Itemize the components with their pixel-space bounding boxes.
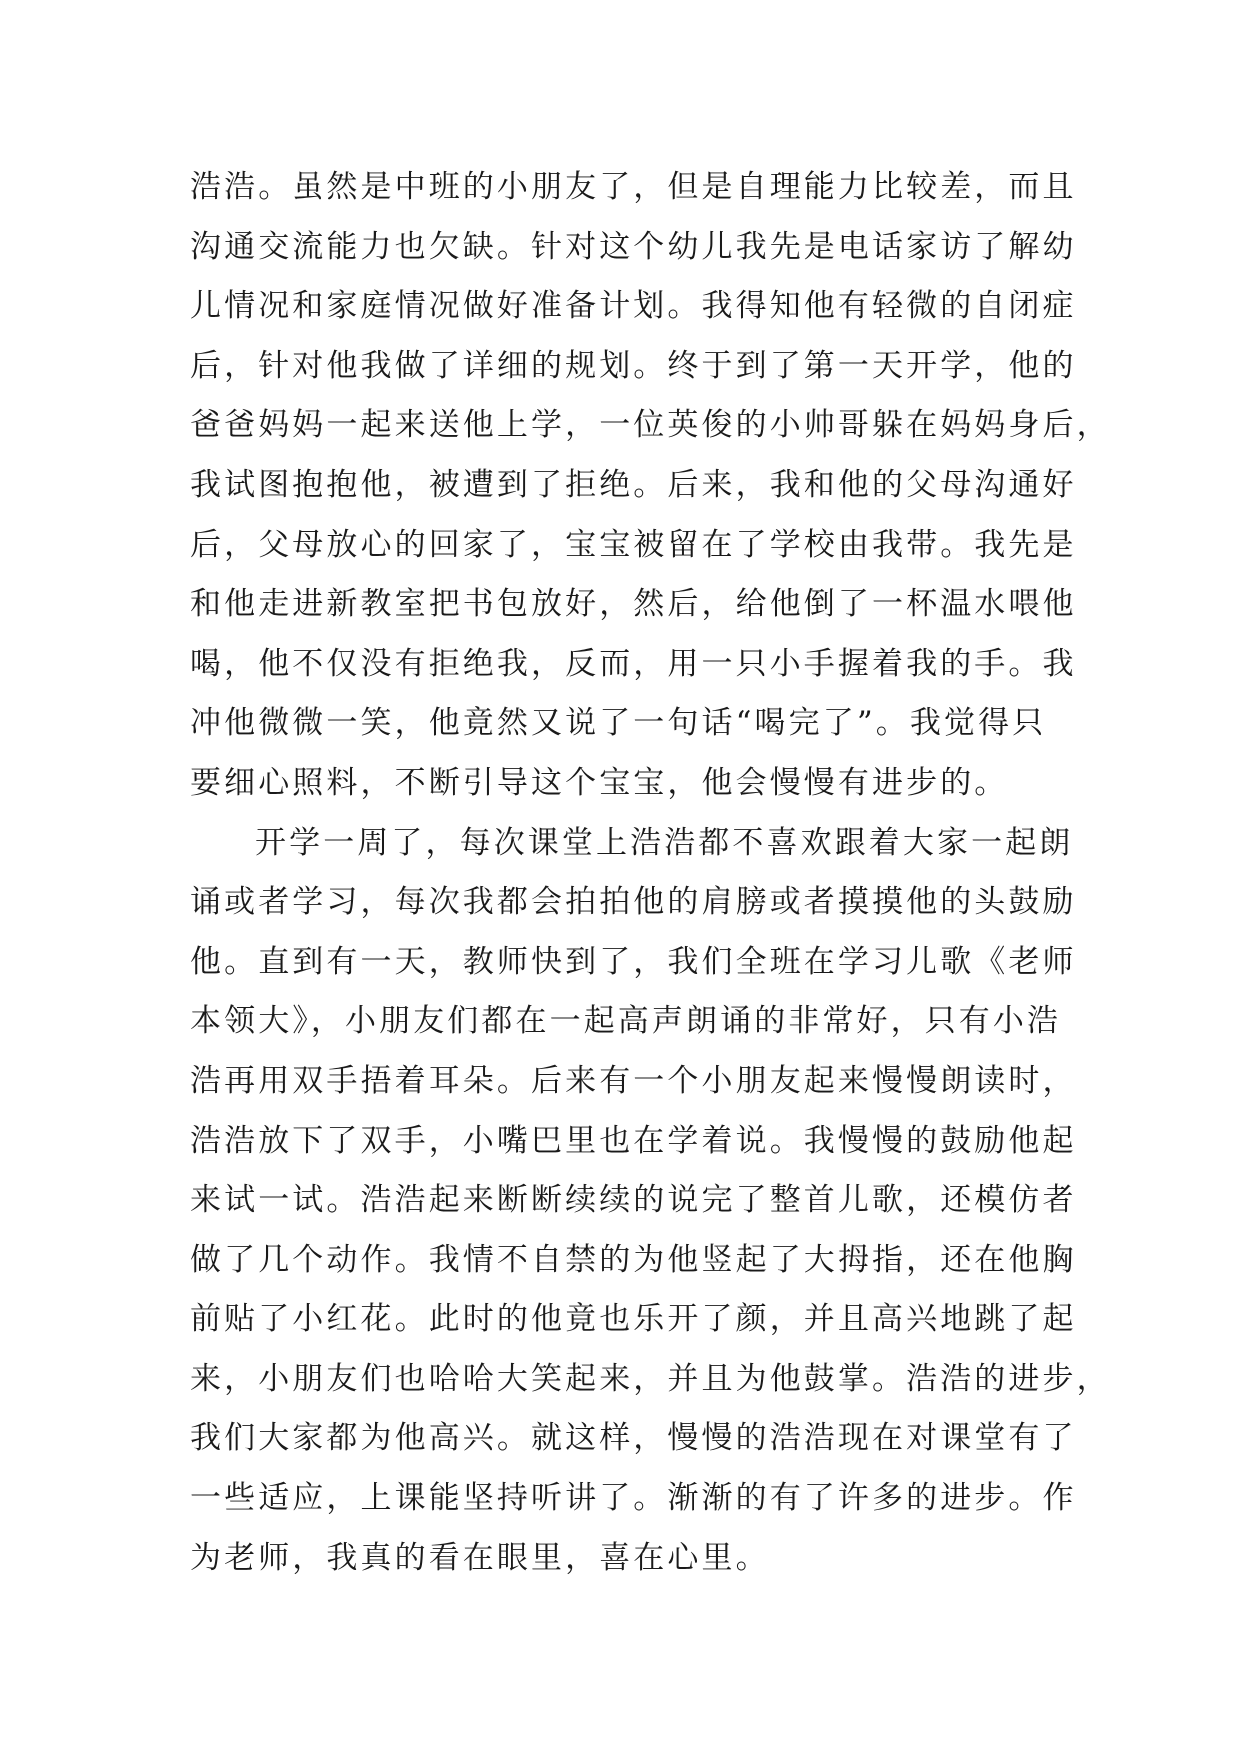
text-line: 前贴了小红花。此时的他竟也乐开了颜，并且高兴地跳了起 (190, 1301, 1077, 1338)
text-line: 浩浩。虽然是中班的小朋友了，但是自理能力比较差，而且 (190, 169, 1077, 205)
text-line: 要细心照料，不断引导这个宝宝，他会慢慢有进步的。 (190, 764, 1009, 801)
text-line: 儿情况和家庭情况做好准备计划。我得知他有轻微的自闭症 (190, 288, 1077, 325)
text-line: 来，小朋友们也哈哈大笑起来，并且为他鼓掌。浩浩的进步， (190, 1360, 1111, 1397)
text-line: 我们大家都为他高兴。就这样，慢慢的浩浩现在对课堂有了 (190, 1420, 1077, 1457)
text-line: 沟通交流能力也欠缺。针对这个幼儿我先是电话家访了解幼 (190, 228, 1077, 265)
text-line: 他。直到有一天，教师快到了，我们全班在学习儿歌《老师 (190, 943, 1077, 980)
text-line: 爸爸妈妈一起来送他上学，一位英俊的小帅哥躲在妈妈身后， (190, 407, 1111, 444)
text-line: 冲他微微一笑，他竟然又说了一句话“喝完了”。我觉得只 (190, 705, 1047, 742)
text-line: 浩再用双手捂着耳朵。后来有一个小朋友起来慢慢朗读时， (190, 1062, 1077, 1099)
text-line: 喝，他不仅没有拒绝我，反而，用一只小手握着我的手。我 (190, 645, 1077, 682)
paragraph-1 (190, 158, 1111, 814)
text-line: 来试一试。浩浩起来断断续续的说完了整首儿歌，还模仿者 (190, 1182, 1077, 1219)
text-line: 后，父母放心的回家了，宝宝被留在了学校由我带。我先是 (190, 526, 1077, 563)
text-line: 后，针对他我做了详细的规划。终于到了第一天开学，他的 (190, 347, 1077, 384)
text-line: 做了几个动作。我情不自禁的为他竖起了大拇指，还在他胸 (190, 1241, 1077, 1278)
paragraph-2 (190, 814, 1111, 1589)
text-line: 一些适应，上课能坚持听讲了。渐渐的有了许多的进步。作 (190, 1480, 1077, 1517)
text-line: 和他走进新教室把书包放好，然后，给他倒了一杯温水喂他 (190, 586, 1077, 623)
text-line: 浩浩放下了双手，小嘴巴里也在学着说。我慢慢的鼓励他起 (190, 1122, 1077, 1159)
text-line: 本领大》，小朋友们都在一起高声朗诵的非常好，只有小浩 (190, 1003, 1062, 1040)
text-line: 为老师，我真的看在眼里，喜在心里。 (190, 1539, 770, 1576)
text-line: 我试图抱抱他，被遭到了拒绝。后来，我和他的父母沟通好 (190, 466, 1077, 503)
body-text (190, 158, 1111, 1588)
text-line-indented: 开学一周了，每次课堂上浩浩都不喜欢跟着大家一起朗 (255, 824, 1074, 861)
text-line: 诵或者学习，每次我都会拍拍他的肩膀或者摸摸他的头鼓励 (190, 884, 1077, 921)
